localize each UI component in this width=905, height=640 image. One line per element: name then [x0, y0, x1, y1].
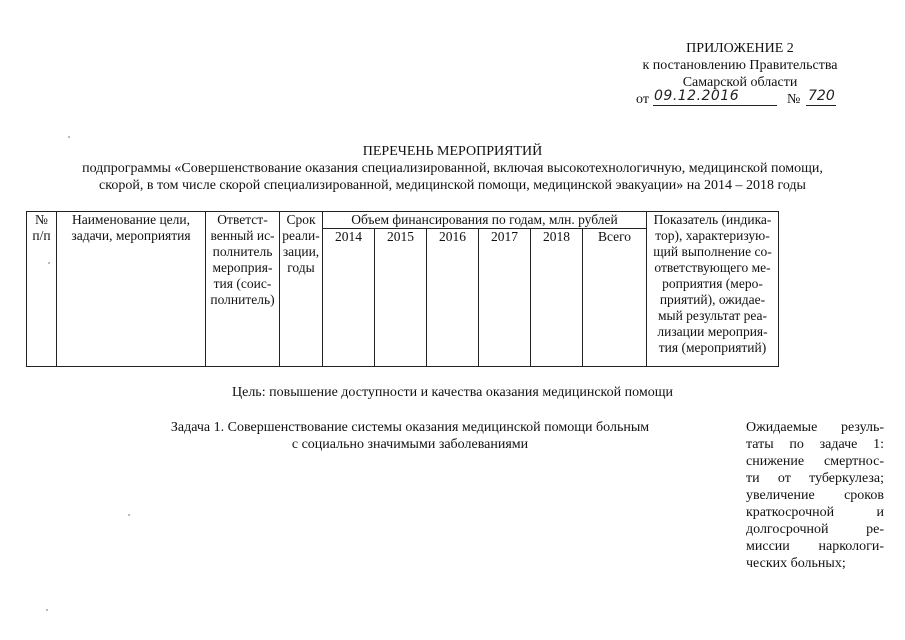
header-name-line-2: задачи, мероприятия: [71, 228, 191, 243]
header-ind-line-7: мый результат реа-: [657, 308, 768, 323]
annex-title: ПРИЛОЖЕНИЕ 2: [686, 41, 794, 56]
date-underline: [653, 105, 777, 106]
header-number-line-1: №: [35, 212, 48, 227]
header-ind-line-2: тор), характеризую-: [655, 228, 770, 243]
header-year-2014: 2014: [323, 229, 375, 367]
subtitle-line-2: скорой, в том числе скорой специализированной, медицинской помощи, медицинской эвакуации» на 2014 – 2018 годы: [99, 178, 806, 193]
annex-line-3: Самарской области: [682, 75, 798, 90]
header-responsible: [206, 212, 280, 367]
header-term-line-4: годы: [287, 260, 315, 275]
document-subtitle: [0, 160, 905, 194]
header-resp-line-4: мероприя-: [212, 260, 273, 275]
header-term-line-3: зации,: [282, 244, 320, 259]
header-indicator: [647, 212, 779, 367]
header-ind-line-1: Показатель (индика-: [653, 212, 772, 227]
handwritten-number: 720: [808, 88, 835, 104]
header-term-line-1: Срок: [286, 212, 316, 227]
goal-text: Цель: повышение доступности и качества оказания медицинской помощи: [232, 385, 673, 400]
header-year-2016: 2016: [427, 229, 479, 367]
subtitle-line-1: подпрограммы «Совершенствование оказания специализированной, включая высокотехнологичную, медицинской помощи,: [82, 161, 823, 176]
scan-speck: [48, 262, 50, 264]
header-ind-line-3: щий выполнение со-: [653, 244, 772, 259]
number-underline: [806, 105, 836, 106]
expected-line-9: ческих больных;: [746, 556, 846, 571]
expected-line-8: миссии наркологи-: [746, 539, 884, 554]
header-year-2015: 2015: [375, 229, 427, 367]
header-finance: Объем финансирования по годам, млн. рублей: [323, 212, 647, 229]
header-name-line-1: Наименование цели,: [71, 212, 191, 227]
task-line-2: с социально значимыми заболеваниями: [291, 437, 529, 452]
scan-speck: [68, 136, 70, 138]
annex-line-2: к постановлению Правительства: [642, 58, 838, 73]
header-ind-line-4: ответствующего ме-: [654, 260, 771, 275]
header-resp-line-3: полнитель: [212, 244, 273, 259]
header-name: [57, 212, 206, 367]
header-year-2017: 2017: [479, 229, 531, 367]
header-resp-line-2: венный ис-: [210, 228, 275, 243]
header-ind-line-5: роприятия (меро-: [662, 276, 763, 291]
document-title: ПЕРЕЧЕНЬ МЕРОПРИЯТИЙ: [362, 144, 543, 159]
date-prefix: от: [636, 92, 649, 107]
header-resp-line-6: полнитель): [210, 292, 275, 307]
header-total: Всего: [583, 229, 647, 367]
expected-line-3: снижение смертнос-: [746, 454, 884, 469]
expected-line-4: ти от туберкулеза;: [746, 471, 884, 486]
expected-line-2: таты по задаче 1:: [746, 437, 884, 452]
header-ind-line-9: тия (мероприятий): [658, 340, 767, 355]
header-number: [27, 212, 57, 367]
expected-line-6: краткосрочной и: [746, 505, 884, 520]
expected-line-7: долгосрочной ре-: [746, 522, 884, 537]
task-text: [120, 419, 700, 453]
header-year-2018: 2018: [531, 229, 583, 367]
expected-line-5: увеличение сроков: [746, 488, 884, 503]
header-ind-line-8: лизации мероприя-: [657, 324, 768, 339]
expected-line-1: Ожидаемые резуль-: [746, 420, 884, 435]
task-line-1: Задача 1. Совершенствование системы оказания медицинской помощи больным: [170, 420, 650, 435]
header-term: [280, 212, 323, 367]
annex-date-row: [610, 88, 870, 109]
handwritten-date: 09.12.2016: [654, 88, 740, 104]
header-resp-line-5: тия (соис-: [213, 276, 272, 291]
scan-speck: [128, 514, 130, 516]
scan-speck: [46, 609, 48, 611]
header-number-line-2: п/п: [32, 228, 51, 243]
expected-results: [746, 419, 884, 572]
header-resp-line-1: Ответст-: [217, 212, 268, 227]
header-ind-line-6: приятий), ожидае-: [659, 292, 766, 307]
activities-table: [26, 211, 779, 367]
annex-block: [610, 40, 870, 109]
header-term-line-2: реали-: [282, 228, 320, 243]
number-sign: №: [787, 92, 801, 107]
